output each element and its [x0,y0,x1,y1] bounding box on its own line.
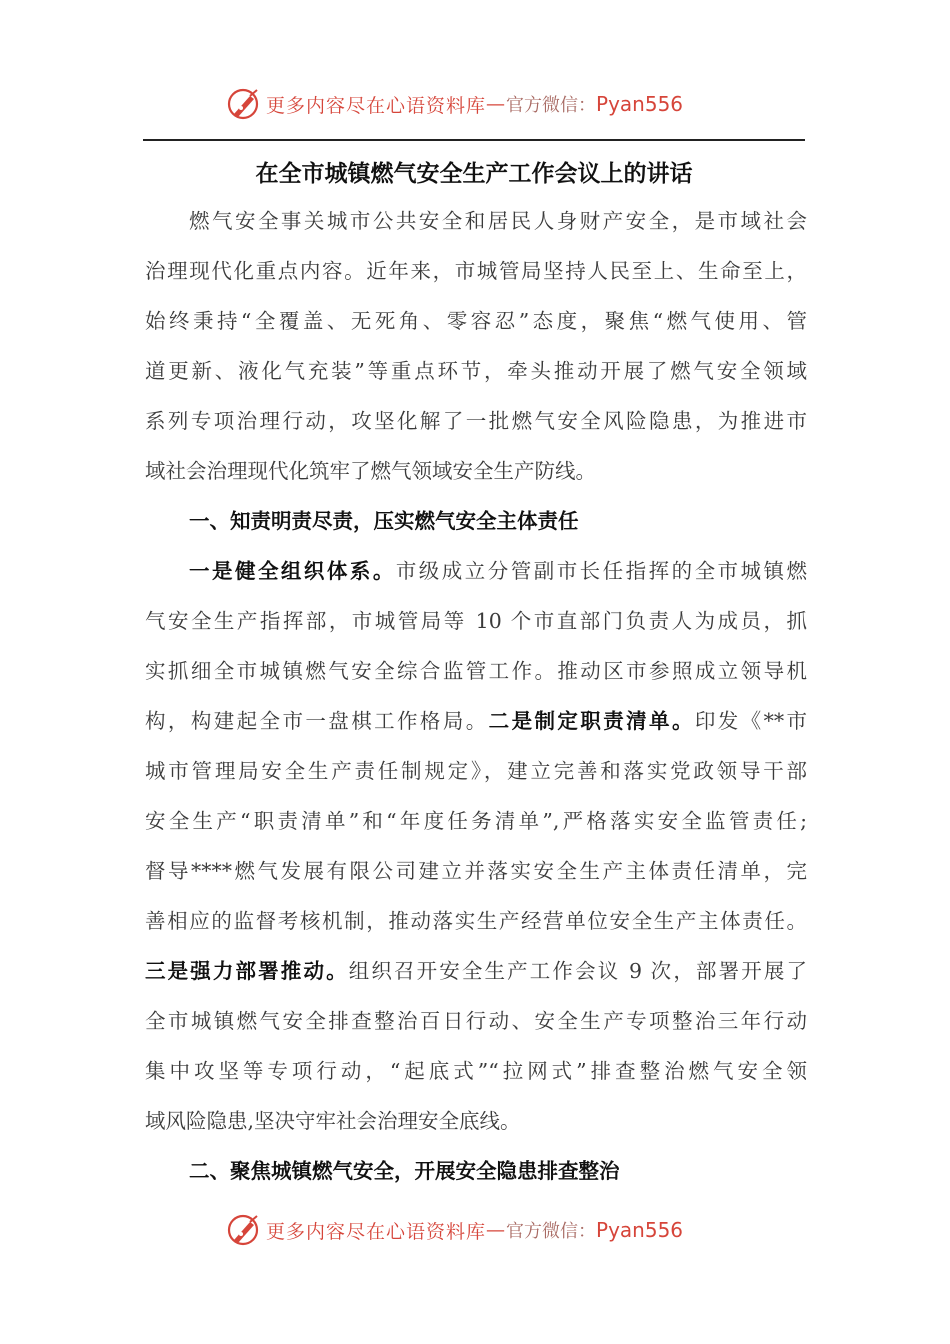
watermark-wechat-label: 官方微信： [506,95,597,116]
watermark-wechat-id: Pyan556 [596,1218,684,1242]
paragraph-line: 安全生产“职责清单”和“年度任务清单”,严格落实安全监管责任; [145,809,807,833]
watermark-footer [226,1210,683,1250]
paragraph-line: 善相应的监督考核机制，推动落实生产经营单位安全生产主体责任。 [145,909,807,933]
line-text: 组织召开安全生产工作会议 9 次，部署开展了 [348,959,807,983]
section-heading: 二、聚焦城镇燃气安全，开展安全隐患排查整治 [189,1159,620,1183]
lead-phrase: 二是制定职责清单。 [488,709,695,733]
lead-phrase: 三是强力部署推动。 [145,959,349,983]
header-rule [143,139,805,141]
watermark-wechat-label: 官方微信： [506,1221,597,1242]
lead-phrase: 一是健全组织体系。 [189,559,396,583]
watermark-brand: 更多内容尽在心语资料库 [266,94,487,117]
watermark-dash: — [486,93,507,115]
paragraph-line: 道更新、液化气充装”等重点环节，牵头推动开展了燃气安全领域 [145,359,807,383]
paragraph-line: 城市管理局安全生产责任制规定》，建立完善和落实党政领导干部 [145,759,807,783]
paragraph-line: 燃气安全事关城市公共安全和居民人身财产安全，是市域社会 [189,209,807,233]
pen-nib-circle-icon [226,86,262,122]
paragraph-line: 督导****燃气发展有限公司建立并落实安全生产主体责任清单，完 [145,859,807,883]
paragraph-line [145,696,807,746]
line-text: 印发《**市 [694,709,808,733]
paragraph-line: 实抓细全市城镇燃气安全综合监管工作。推动区市参照成立领导机 [145,659,807,683]
watermark-header [226,84,683,124]
watermark-wechat-id: Pyan556 [596,92,684,116]
paragraph-line: 域社会治理现代化筑牢了燃气领域安全生产防线。 [145,459,596,483]
paragraph-line: 集中攻坚等专项行动，“起底式”“拉网式”排查整治燃气安全领 [145,1059,807,1083]
paragraph-line: 系列专项治理行动，攻坚化解了一批燃气安全风险隐患，为推进市 [145,409,807,433]
document-title: 在全市城镇燃气安全生产工作会议上的讲话 [255,161,693,187]
paragraph-line: 气安全生产指挥部，市城管局等 10 个市直部门负责人为成员，抓 [145,609,807,633]
paragraph-line [145,946,807,996]
paragraph-line: 域风险隐患,坚决守牢社会治理安全底线。 [145,1109,521,1133]
line-text: 构，构建起全市一盘棋工作格局。 [145,709,489,733]
watermark-brand: 更多内容尽在心语资料库 [266,1220,487,1243]
paragraph-line [145,546,807,596]
line-text: 市级成立分管副市长任指挥的全市城镇燃 [395,559,808,583]
paragraph-line: 始终秉持“全覆盖、无死角、零容忍”态度，聚焦“燃气使用、管 [145,309,807,333]
pen-nib-circle-icon [226,1212,262,1248]
watermark-dash: — [486,1219,507,1241]
section-heading: 一、知责明责尽责，压实燃气安全主体责任 [189,509,579,533]
paragraph-line: 全市城镇燃气安全排查整治百日行动、安全生产专项整治三年行动 [145,1009,807,1033]
paragraph-line: 治理现代化重点内容。近年来，市城管局坚持人民至上、生命至上， [145,259,807,283]
document-body [145,196,807,1196]
